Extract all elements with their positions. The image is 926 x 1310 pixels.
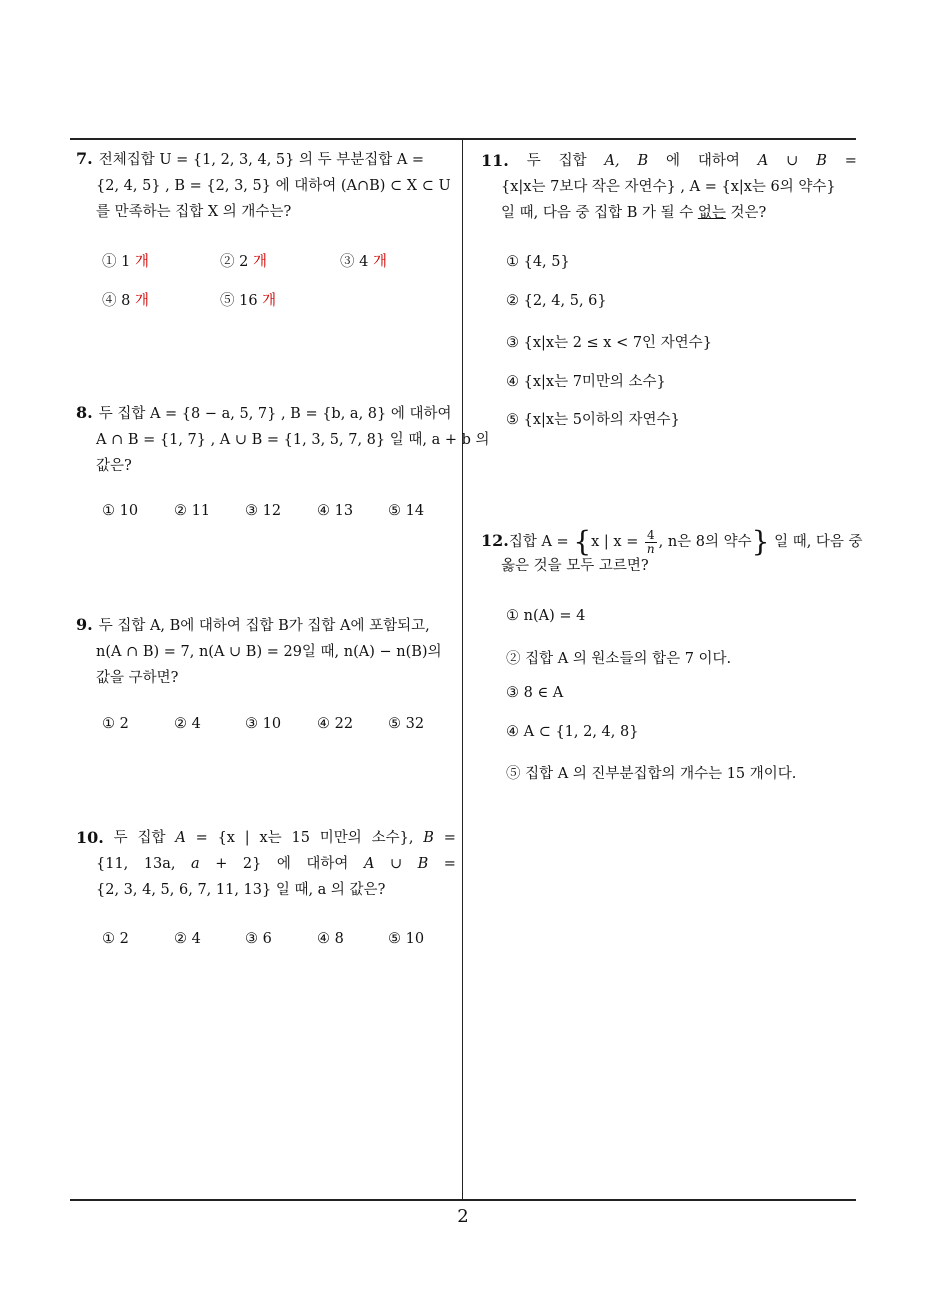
option-5[interactable]: ⑤ 14: [388, 503, 425, 519]
option-4[interactable]: ④ 8 개: [102, 293, 149, 309]
question-number: 12.: [481, 531, 509, 550]
option-3[interactable]: ③ 4 개: [340, 254, 387, 270]
option-4[interactable]: ④ {x|x는 7미만의 소수}: [506, 374, 666, 390]
question-number: 7.: [76, 149, 93, 168]
option-4[interactable]: ④ 8: [317, 931, 344, 947]
column-divider: [462, 138, 463, 1200]
option-1[interactable]: ① 10: [102, 503, 139, 519]
option-3[interactable]: ③ 12: [245, 503, 282, 519]
question-number: 9.: [76, 615, 93, 634]
question-number: 10.: [76, 828, 104, 847]
underlined-keyword: 없는: [697, 205, 726, 221]
page-number: 2: [457, 1206, 469, 1227]
option-3[interactable]: ③ 8 ∈ A: [506, 685, 564, 701]
question-text-line-2: {2, 4, 5} , B = {2, 3, 5} 에 대하여 (A∩B) ⊂ X ⊂ U: [96, 178, 451, 194]
question-text-line-3: 값을 구하면?: [96, 670, 179, 686]
question-number: 11.: [481, 151, 509, 170]
option-4[interactable]: ④ A ⊂ {1, 2, 4, 8}: [506, 724, 639, 740]
question-number: 8.: [76, 403, 93, 422]
question-text-line-3: 값은?: [96, 458, 132, 474]
question-11: [481, 148, 857, 226]
option-4[interactable]: ④ 22: [317, 716, 354, 732]
option-2[interactable]: ② {2, 4, 5, 6}: [506, 293, 607, 309]
question-text-line-1: 전체집합 U = {1, 2, 3, 4, 5} 의 두 부분집합 A =: [98, 152, 425, 168]
question-text-line-1: 11. 두 집합 A, B 에 대하여 A ∪ B =: [481, 148, 857, 174]
option-5[interactable]: ⑤ 10: [388, 931, 425, 947]
question-text-line-3: 를 만족하는 집합 X 의 개수는?: [96, 204, 292, 220]
question-text-line-2: n(A ∩ B) = 7, n(A ∪ B) = 29일 때, n(A) − n(B)의: [96, 644, 442, 660]
option-3[interactable]: ③ 10: [245, 716, 282, 732]
option-2[interactable]: ② 4: [174, 716, 201, 732]
option-1[interactable]: ① 1 개: [102, 254, 149, 270]
option-3[interactable]: ③ {x|x는 2 ≤ x < 7인 자연수}: [506, 335, 712, 351]
question-text-line-1: 두 집합 A, B에 대하여 집합 B가 집합 A에 포함되고,: [98, 618, 430, 634]
question-text-line-2: 옳은 것을 모두 고르면?: [501, 558, 649, 574]
question-7: [76, 146, 456, 225]
option-5[interactable]: ⑤ {x|x는 5이하의 자연수}: [506, 412, 680, 428]
option-2[interactable]: ② 집합 A 의 원소들의 합은 7 이다.: [506, 651, 732, 667]
bottom-rule: [70, 1199, 856, 1201]
option-2[interactable]: ② 11: [174, 503, 211, 519]
question-text-line-1: 10. 두 집합 A = {x | x는 15 미만의 소수}, B =: [76, 825, 456, 851]
top-rule: [70, 138, 856, 140]
question-text-line-1: 두 집합 A = {8 − a, 5, 7} , B = {b, a, 8} 에 대하여: [98, 406, 452, 422]
fraction: $\frac{4}{n}$: [646, 527, 655, 556]
question-10: [76, 825, 456, 903]
question-text-line-1: 12.집합 A = {x | x = $\frac{4}{n}$ , n은 8의 약수} 일 때, 다음 중: [481, 525, 863, 558]
option-1[interactable]: ① n(A) = 4: [506, 608, 586, 624]
option-5[interactable]: ⑤ 16 개: [220, 293, 277, 309]
option-5[interactable]: ⑤ 32: [388, 716, 425, 732]
question-text-line-2: {x|x는 7보다 작은 자연수} , A = {x|x는 6의 약수}: [501, 179, 836, 195]
option-1[interactable]: ① 2: [102, 931, 129, 947]
question-9: [76, 612, 456, 691]
question-12: [481, 524, 863, 579]
question-8: [76, 400, 490, 479]
option-2[interactable]: ② 2 개: [220, 254, 267, 270]
option-1[interactable]: ① {4, 5}: [506, 254, 570, 270]
question-text-line-3: {2, 3, 4, 5, 6, 7, 11, 13} 일 때, a 의 값은?: [96, 882, 386, 898]
option-2[interactable]: ② 4: [174, 931, 201, 947]
question-text-line-2: {11, 13a, a + 2} 에 대하여 A ∪ B =: [96, 856, 456, 872]
option-4[interactable]: ④ 13: [317, 503, 354, 519]
question-text-line-3: 일 때, 다음 중 집합 B 가 될 수 없는 것은?: [501, 205, 767, 221]
question-text-line-2: A ∩ B = {1, 7} , A ∪ B = {1, 3, 5, 7, 8} 일 때, a + b 의: [96, 432, 490, 448]
option-3[interactable]: ③ 6: [245, 931, 272, 947]
option-5[interactable]: ⑤ 집합 A 의 진부분집합의 개수는 15 개이다.: [506, 766, 797, 782]
option-1[interactable]: ① 2: [102, 716, 129, 732]
